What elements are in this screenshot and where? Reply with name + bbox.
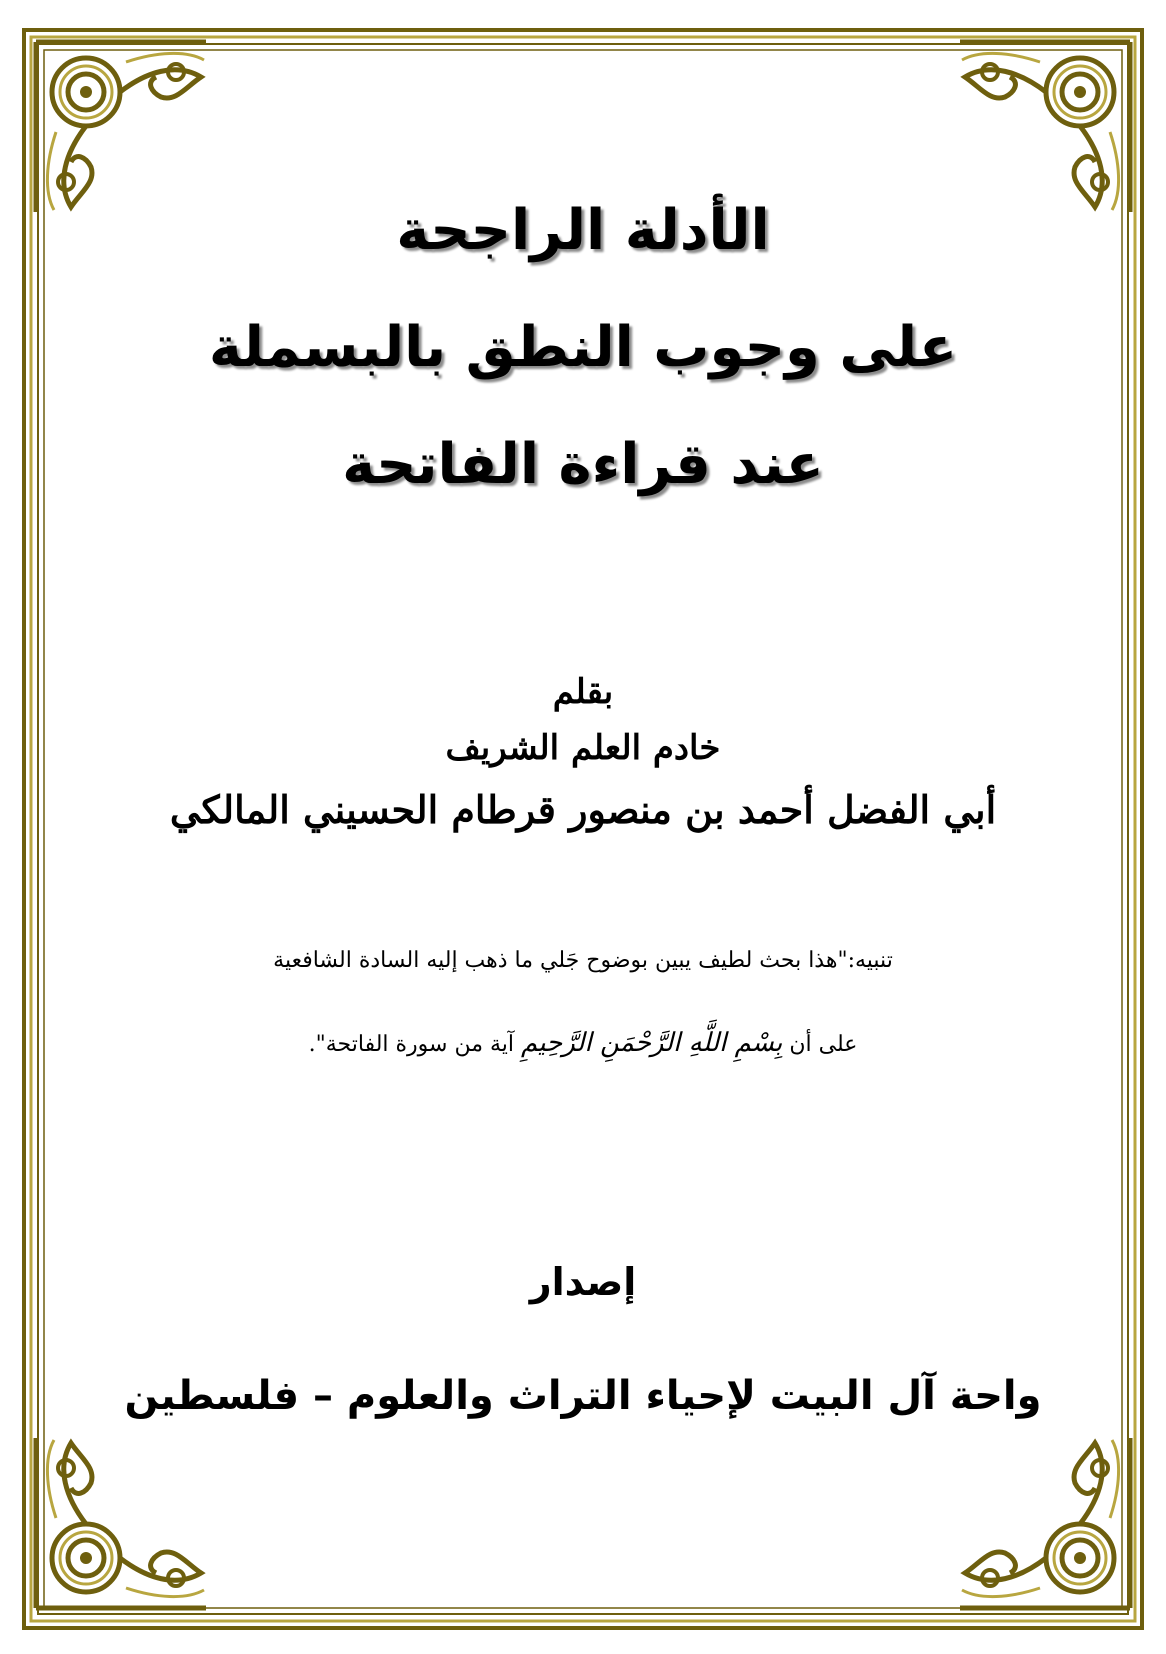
title-line-2: على وجوب النطق بالبسملة — [208, 315, 958, 380]
note-line-2-before: على أن — [789, 1032, 858, 1057]
publisher-name: واحة آل البيت لإحياء التراث والعلوم – فلسطين — [124, 1373, 1042, 1419]
author-by-label: بقلم — [552, 672, 614, 712]
title-line-1: الأدلة الراجحة — [396, 198, 770, 263]
basmala-calligraphy: بِسْمِ اللَّهِ الرَّحْمَنِ الرَّحِيمِ — [521, 1028, 783, 1058]
title-line-3: عند قراءة الفاتحة — [342, 432, 824, 497]
note-line-2-after: آية من سورة الفاتحة". — [308, 1032, 515, 1057]
note-line-1: تنبيه:"هذا بحث لطيف يبين بوضوح جَلي ما ذهب إليه السادة الشافعية — [273, 948, 893, 973]
author-name: أبي الفضل أحمد بن منصور قرطام الحسيني المالكي — [169, 787, 997, 832]
publisher-label: إصدار — [529, 1260, 637, 1304]
note-line-2 — [0, 1028, 1166, 1058]
author-epithet: خادم العلم الشريف — [445, 728, 721, 768]
